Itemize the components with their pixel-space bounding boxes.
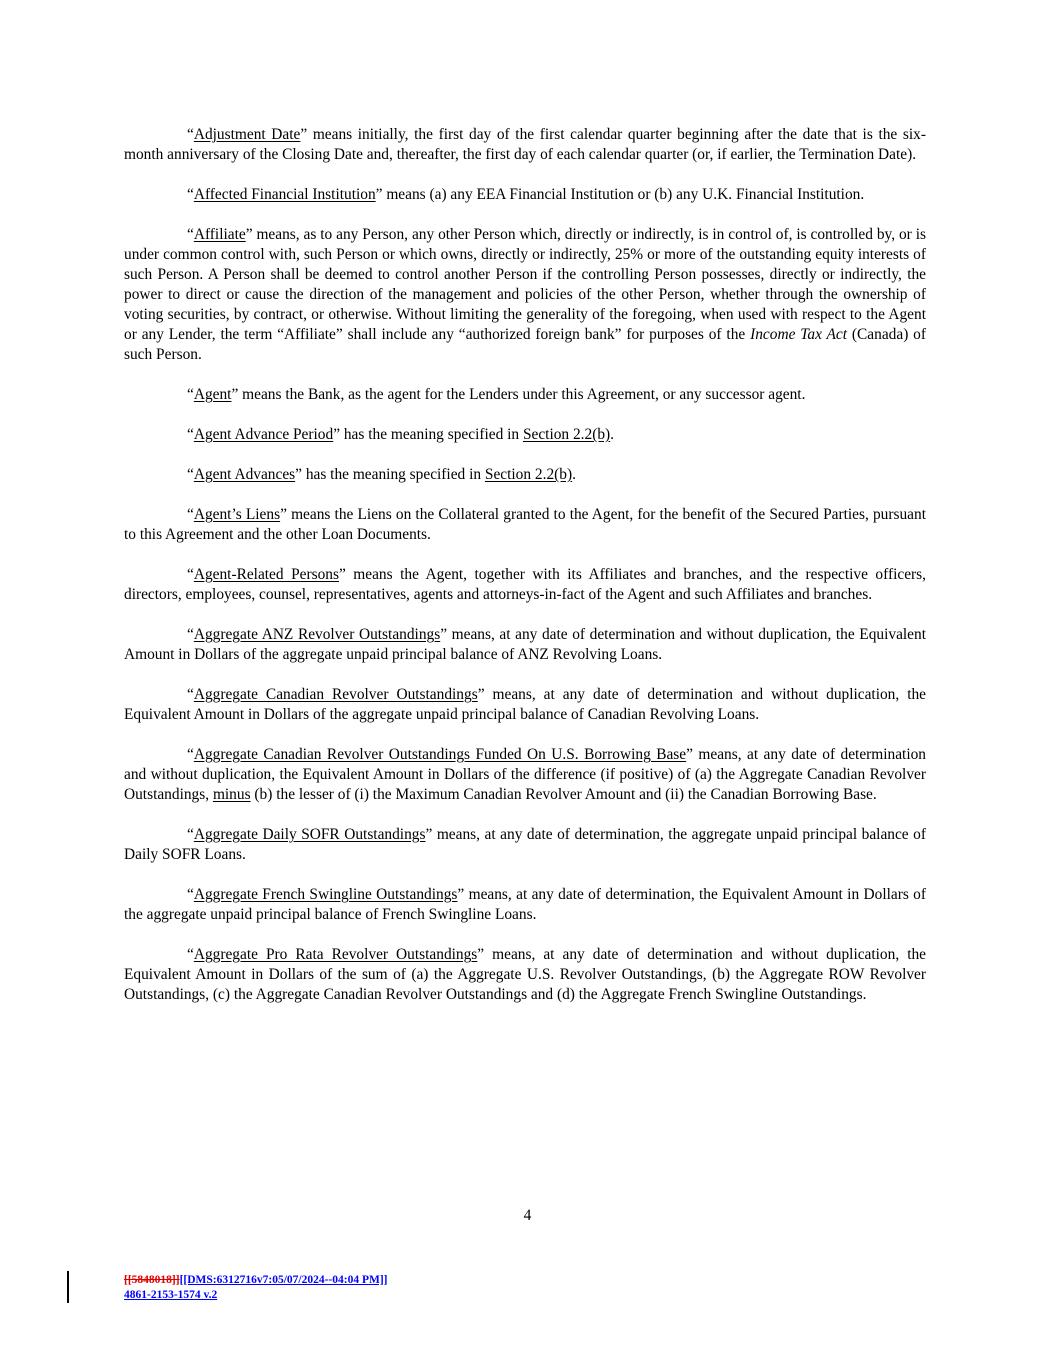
section-reference: Section 2.2(b) <box>484 466 573 483</box>
definition-text: ” has the meaning specified in <box>333 426 523 443</box>
defined-term: Aggregate Canadian Revolver Outstandings Funded On U.S. Borrowing Base <box>193 746 687 763</box>
defined-term: Aggregate French Swingline Outstandings <box>193 886 458 903</box>
page-number: 4 <box>523 1207 532 1224</box>
change-bar <box>67 1271 69 1303</box>
definition-aggregate-canadian-revolver-outstandings: “Aggregate Canadian Revolver Outstandings” means, at any date of determination and without duplication, the Equivalent Amount in Dollars of the aggregate unpaid principal balance of Canadian Revolving Loans. <box>124 686 927 723</box>
definition-agent-related-persons: “Agent-Related Persons” means the Agent, together with its Affiliates and branches, and the respective officers, directors, employees, counsel, representatives, agents and attorneys-in-fact of the Agent and such Affiliates and branches. <box>124 566 926 603</box>
definition-text-after: (Canada) of such Person. <box>124 326 927 363</box>
definition-text: ” means the Agent, together with its Affiliates and branches, and the respective officers, directors, employees, counsel, representatives, agents and attorneys-in-fact of the Agent and such Affiliates and branches. <box>124 566 926 603</box>
definition-text: ” means, as to any Person, any other Person which, directly or indirectly, is in control of, is controlled by, or is under common control with, such Person or which owns, directly or indirectly, 25% or more of the outstanding equity interests of such Person. A Person shall be deemed to control another Person if the controlling Person possesses, directly or indirectly, the power to direct or cause the direction of the management and policies of the other Person, whether through the ownership of voting securities, by contract, or otherwise. Without limiting the generality of the foregoing, when used with respect to the Agent or any Lender, the term “Affiliate” shall include any “authorized foreign bank” for purposes of the <box>124 226 926 343</box>
footer-line-1 <box>124 1273 388 1288</box>
definition-text: ” means, at any date of determination, the aggregate unpaid principal balance of Daily SOFR Loans. <box>124 826 926 863</box>
defined-term: Affiliate <box>193 226 246 243</box>
defined-term: Agent <box>193 386 232 403</box>
definition-agent: “Agent” means the Bank, as the agent for the Lenders under this Agreement, or any successor agent. <box>187 386 806 403</box>
defined-term: Agent Advances <box>193 466 296 483</box>
definition-text: ” means initially, the first day of the first calendar quarter beginning after the date that is the six-month anniversary of the Closing Date and, thereafter, the first day of each calendar quarter (or, if earlier, the Termination Date). <box>124 126 926 163</box>
defined-term: Agent-Related Persons <box>193 566 339 583</box>
document-body <box>124 125 926 1025</box>
definition-aggregate-french-swingline-outstandings: “Aggregate French Swingline Outstandings” means, at any date of determination, the Equivalent Amount in Dollars of the aggregate unpaid principal balance of French Swingline Loans. <box>124 886 926 923</box>
defined-term: Agent Advance Period <box>193 426 334 443</box>
defined-term: Aggregate ANZ Revolver Outstandings <box>193 626 441 643</box>
definition-agent-advances: “Agent Advances” has the meaning specified in Section 2.2(b). <box>187 466 576 483</box>
italic-statute: Income Tax Act <box>750 326 848 343</box>
definition-text: ” means, at any date of determination and without duplication, the Equivalent Amount in Dollars of the sum of (a) the Aggregate U.S. Revolver Outstandings, (b) the Aggregate ROW Revolver Outstandings, (c) the Aggregate Canadian Revolver Outstandings and (d) the Aggregate French Swingline Outstandings. <box>124 946 927 1003</box>
doc-id: 4861-2153-1574 v.2 <box>124 1289 218 1301</box>
deleted-doc-ref: [[5848018]] <box>124 1274 180 1286</box>
definition-text: ” means, at any date of determination, the Equivalent Amount in Dollars of the aggregate unpaid principal balance of French Swingline Loans. <box>124 886 926 923</box>
defined-term: Affected Financial Institution <box>193 186 376 203</box>
defined-term: Aggregate Daily SOFR Outstandings <box>193 826 426 843</box>
definition-text: ” means the Liens on the Collateral granted to the Agent, for the benefit of the Secured Parties, pursuant to this Agreement and the other Loan Documents. <box>124 506 926 543</box>
definition-aggregate-anz-revolver-outstandings: “Aggregate ANZ Revolver Outstandings” means, at any date of determination and without duplication, the Equivalent Amount in Dollars of the aggregate unpaid principal balance of ANZ Revolving Loans. <box>124 626 926 663</box>
emphasis-minus: minus <box>212 786 251 803</box>
definition-text: ” means, at any date of determination and without duplication, the Equivalent Amount in Dollars of the aggregate unpaid principal balance of ANZ Revolving Loans. <box>124 626 926 663</box>
definition-text: ” means, at any date of determination and without duplication, the Equivalent Amount in Dollars of the aggregate unpaid principal balance of Canadian Revolving Loans. <box>124 686 927 723</box>
definition-aggregate-canadian-revolver-outstandings-funded: “Aggregate Canadian Revolver Outstandings Funded On U.S. Borrowing Base” means, at any date of determination and without duplication, the Equivalent Amount in Dollars of the difference (if positive) of (a) the Aggregate Canadian Revolver Outstandings, minus (b) the lesser of (i) the Maximum Canadian Revolver Amount and (ii) the Canadian Borrowing Base. <box>124 746 926 803</box>
definition-text: ” means the Bank, as the agent for the Lenders under this Agreement, or any successor agent. <box>231 386 806 403</box>
definition-text: ” means, at any date of determination and without duplication, the Equivalent Amount in Dollars of the difference (if positive) of (a) the Aggregate Canadian Revolver Outstandings, <box>124 746 926 803</box>
defined-term: Agent’s Liens <box>193 506 281 523</box>
document-footer <box>124 1273 388 1303</box>
definition-text: ” means (a) any EEA Financial Institution or (b) any U.K. Financial Institution. <box>375 186 865 203</box>
definition-affected-financial-institution: “Affected Financial Institution” means (a) any EEA Financial Institution or (b) any U.K. Financial Institution. <box>187 186 865 203</box>
definition-aggregate-daily-sofr-outstandings: “Aggregate Daily SOFR Outstandings” means, at any date of determination, the aggregate unpaid principal balance of Daily SOFR Loans. <box>124 826 926 863</box>
defined-term: Aggregate Pro Rata Revolver Outstandings <box>193 946 478 963</box>
section-reference: Section 2.2(b) <box>522 426 611 443</box>
definition-affiliate: “Affiliate” means, as to any Person, any other Person which, directly or indirectly, is in control of, is controlled by, or is under common control with, such Person or which owns, directly or indirectly, 25% or more of the outstanding equity interests of such Person. A Person shall be deemed to control another Person if the controlling Person possesses, directly or indirectly, the power to direct or cause the direction of the management and policies of the other Person, whether through the ownership of voting securities, by contract, or otherwise. Without limiting the generality of the foregoing, when used with respect to the Agent or any Lender, the term “Affiliate” shall include any “authorized foreign bank” for purposes of the Income Tax Act (Canada) of such Person. <box>124 226 927 363</box>
definition-aggregate-pro-rata-revolver-outstandings: “Aggregate Pro Rata Revolver Outstandings” means, at any date of determination and without duplication, the Equivalent Amount in Dollars of the sum of (a) the Aggregate U.S. Revolver Outstandings, (b) the Aggregate ROW Revolver Outstandings, (c) the Aggregate Canadian Revolver Outstandings and (d) the Aggregate French Swingline Outstandings. <box>124 946 927 1003</box>
definition-text: ” has the meaning specified in <box>295 466 485 483</box>
definition-adjustment-date: “Adjustment Date” means initially, the first day of the first calendar quarter beginning after the date that is the six-month anniversary of the Closing Date and, thereafter, the first day of each calendar quarter (or, if earlier, the Termination Date). <box>124 126 926 163</box>
defined-term: Adjustment Date <box>193 126 301 143</box>
defined-term: Aggregate Canadian Revolver Outstandings <box>193 686 478 703</box>
definition-agent-advance-period: “Agent Advance Period” has the meaning specified in Section 2.2(b). <box>187 426 615 443</box>
inserted-doc-ref: [[DMS:6312716v7:05/07/2024--04:04 PM]] <box>179 1274 388 1286</box>
definition-agents-liens: “Agent’s Liens” means the Liens on the Collateral granted to the Agent, for the benefit of the Secured Parties, pursuant to this Agreement and the other Loan Documents. <box>124 506 926 543</box>
